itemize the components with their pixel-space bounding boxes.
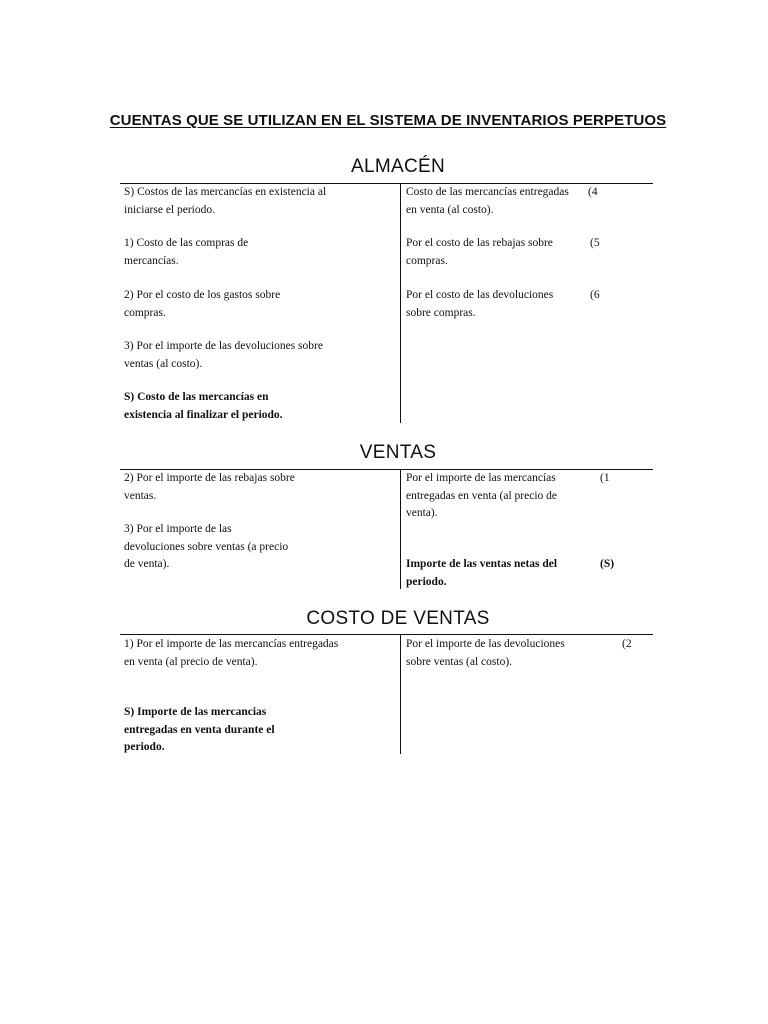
credit-balance-entry: Importe de las ventas netas del periodo.	[406, 558, 558, 588]
credit-ref: (4	[588, 186, 598, 198]
debit-entry: 2) Por el costo de los gastos sobre compras.	[124, 289, 281, 319]
credit-entry: Costo de las mercancías entregadas en venta (al costo).	[406, 186, 569, 216]
document-title: CUENTAS QUE SE UTILIZAN EN EL SISTEMA DE INVENTARIOS PERPETUOS	[109, 112, 667, 129]
account-title-almacen: ALMACÉN	[351, 156, 445, 177]
debit-entry: S) Costos de las mercancías en existencia al iniciarse el periodo.	[124, 186, 327, 216]
t-account-divider	[400, 634, 401, 754]
debit-balance-entry: S) Importe de las mercancias entregadas en venta durante el periodo.	[124, 706, 275, 753]
credit-entry: Por el importe de las devoluciones sobre ventas (al costo).	[406, 638, 565, 668]
credit-entry: Por el importe de las mercancías entregadas en venta (al precio de venta).	[406, 472, 558, 519]
account-title-costo-de-ventas: COSTO DE VENTAS	[306, 608, 490, 629]
debit-entry: 3) Por el importe de las devoluciones sobre ventas (a precio de venta).	[124, 523, 289, 570]
credit-entry: Por el costo de las rebajas sobre compras.	[406, 237, 553, 267]
credit-ref: (1	[600, 472, 610, 484]
t-account-divider	[400, 183, 401, 423]
credit-ref: (5	[590, 237, 600, 249]
debit-entry: 3) Por el importe de las devoluciones sobre ventas (al costo).	[124, 340, 323, 370]
credit-ref: (6	[590, 289, 600, 301]
t-account-top-line	[120, 634, 653, 635]
debit-entry: 2) Por el importe de las rebajas sobre ventas.	[124, 472, 295, 502]
t-account-divider	[400, 469, 401, 589]
credit-ref: (S)	[600, 558, 615, 570]
account-title-ventas: VENTAS	[359, 442, 437, 463]
debit-entry: 1) Costo de las compras de mercancías.	[124, 237, 249, 267]
debit-balance-entry: S) Costo de las mercancías en existencia al finalizar el periodo.	[124, 391, 283, 421]
credit-entry: Por el costo de las devoluciones sobre compras.	[406, 289, 554, 319]
debit-entry: 1) Por el importe de las mercancías entregadas en venta (al precio de venta).	[124, 638, 339, 668]
credit-ref: (2	[622, 638, 632, 650]
